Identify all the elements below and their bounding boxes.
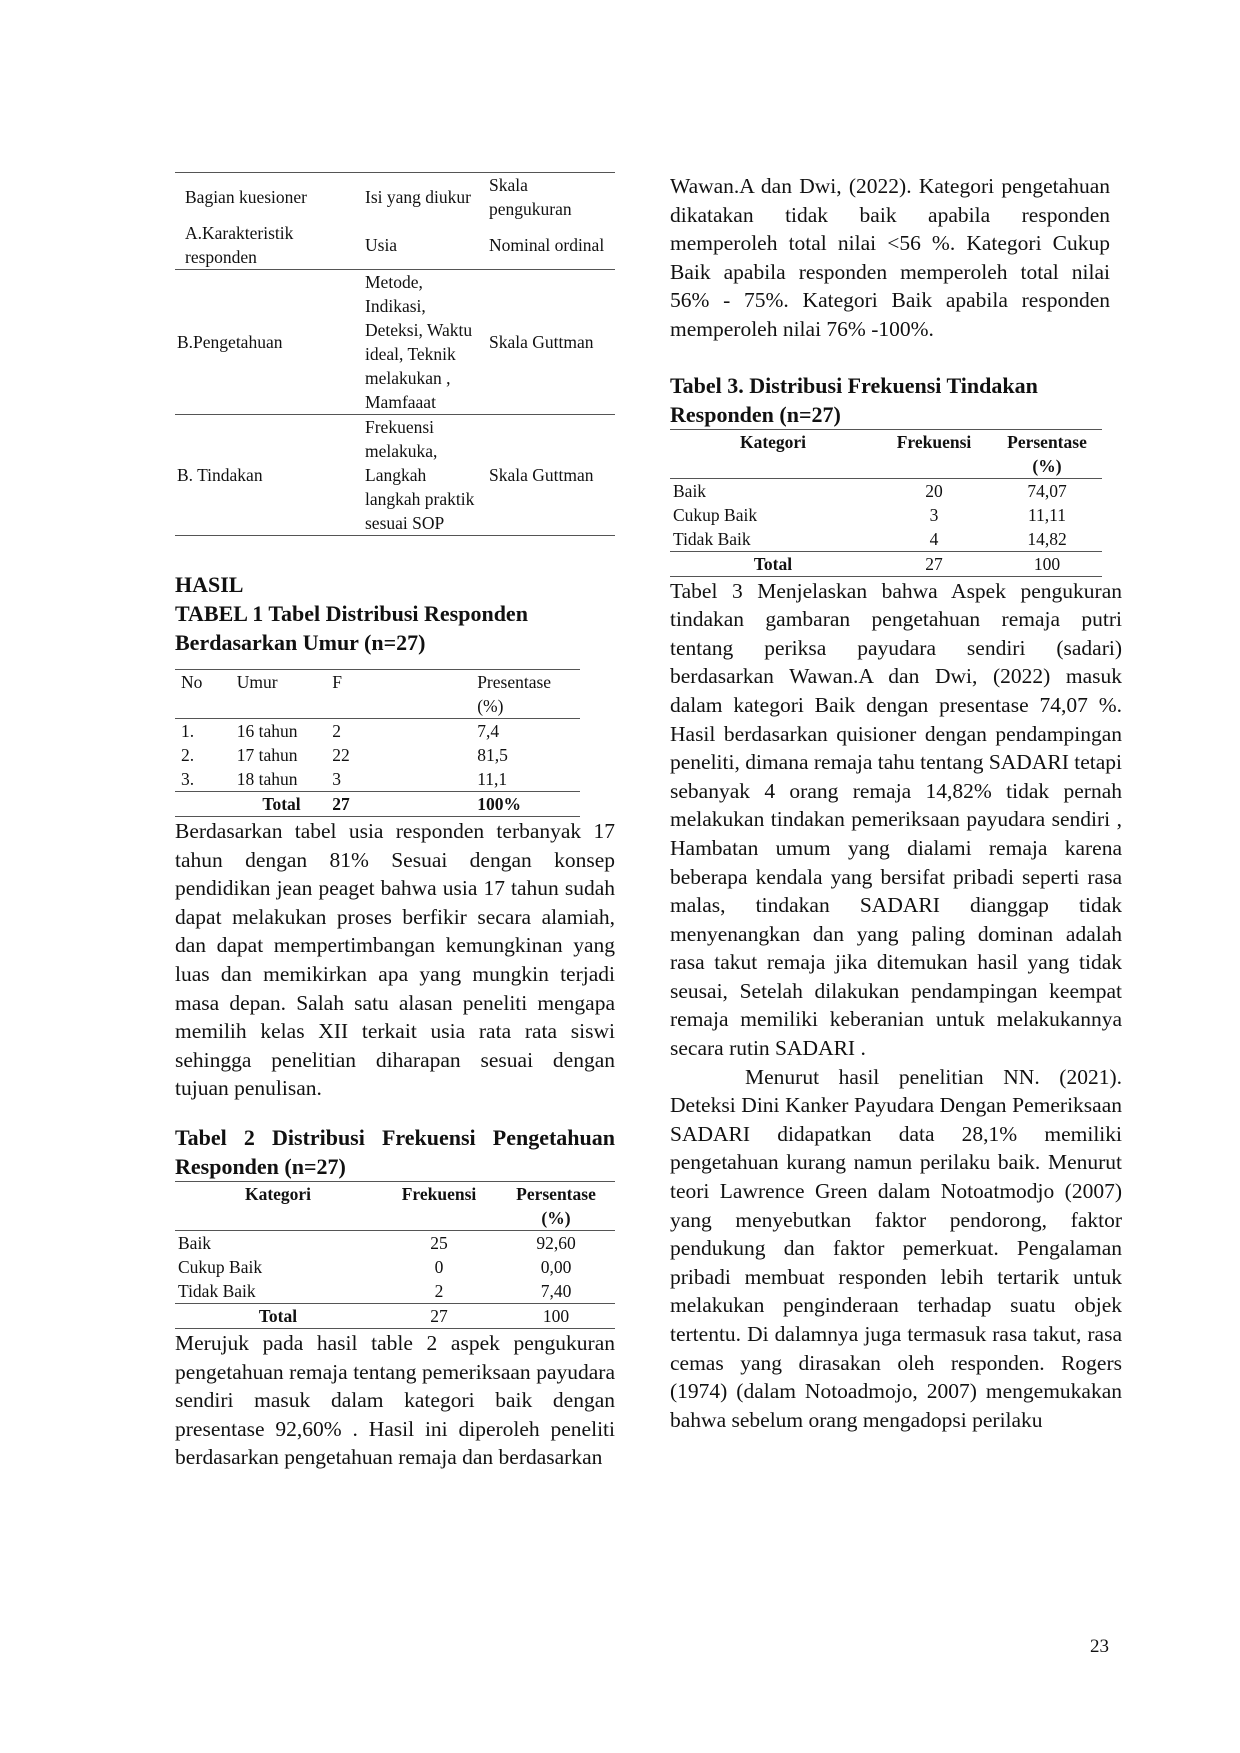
table2-cell: Cukup Baik bbox=[178, 1256, 263, 1277]
table1-header-row bbox=[175, 670, 580, 719]
table1-cell: 3. bbox=[181, 769, 195, 789]
table1-total-percent: 100% bbox=[474, 792, 580, 817]
questionnaire-header: Bagian kuesioner bbox=[175, 173, 363, 222]
questionnaire-content: Frekuensi melakuka, Langkah langkah praktik sesuai SOP bbox=[363, 415, 487, 536]
table3-total-row bbox=[670, 551, 1102, 576]
questionnaire-table bbox=[175, 172, 615, 536]
table2-title: Tabel 2 Distribusi Frekuensi Pengetahuan Responden (n=27) bbox=[175, 1124, 615, 1179]
table3-cell: 14,82 bbox=[1027, 528, 1067, 549]
table2-header: Kategori bbox=[175, 1181, 381, 1230]
table-row bbox=[175, 1255, 615, 1279]
table3-cell: 4 bbox=[929, 528, 939, 549]
table2-cell: 92,60 bbox=[536, 1232, 576, 1253]
questionnaire-part: B. Tindakan bbox=[175, 415, 363, 536]
questionnaire-row bbox=[175, 221, 615, 270]
table3-cell: 3 bbox=[929, 504, 939, 525]
table3-header: Kategori bbox=[670, 429, 876, 478]
questionnaire-scale: Nominal ordinal bbox=[489, 235, 605, 255]
questionnaire-content: Metode, Indikasi, Deteksi, Waktu ideal, Teknik melakukan , Mamfaaat bbox=[363, 270, 487, 415]
questionnaire-scale: Skala Guttman bbox=[487, 270, 615, 415]
table3-total-count: 27 bbox=[876, 551, 992, 576]
table1-cell: 1. bbox=[181, 721, 195, 741]
table-row bbox=[175, 743, 580, 767]
table3-title: Tabel 3. Distribusi Frekuensi Tindakan Responden (n=27) bbox=[670, 372, 1038, 427]
table2 bbox=[175, 1181, 615, 1329]
table2-total-percent: 100 bbox=[497, 1303, 615, 1328]
table3-total-percent: 100 bbox=[992, 551, 1102, 576]
table2-cell: 7,40 bbox=[540, 1280, 572, 1301]
table1-cell: 11,1 bbox=[477, 769, 508, 789]
table1-header: Umur bbox=[234, 670, 330, 719]
questionnaire-part: B.Pengetahuan bbox=[175, 270, 363, 415]
table1-cell: 7,4 bbox=[477, 721, 500, 741]
table3-cell: 20 bbox=[925, 480, 943, 501]
paragraph-tindakan: Tabel 3 Menjelaskan bahwa Aspek pengukuran tindakan gambaran pengetahuan remaja putri tentang periksa payudara sendiri (sadari) berdasarkan Wawan.A dan Dwi, (2022) masuk dalam kategori Baik dengan presentase 74,07 %. Hasil berdasarkan quisioner dengan pendampingan peneliti, dimana remaja tahu tentang SADARI tetapi sebanyak 4 orang remaja 14,82% tidak pernah melakukan tindakan pemeriksaan payudara sendiri , Hambatan umum yang dialami remaja karena beberapa kendala yang bersifat pribadi seperti rasa malas, tindakan SADARI dianggap tidak menyenangkan dan yang paling dominan adalah rasa takut remaja jika ditemukan hasil yang tidak seusai, Setelah dilakukan pendampingan keempat remaja memiliki keberanian untuk melakukannya secara rutin SADARI . bbox=[670, 578, 1122, 1061]
questionnaire-header: Isi yang diukur bbox=[363, 173, 487, 222]
table1-cell: 22 bbox=[332, 745, 350, 765]
table1-cell: 2. bbox=[181, 745, 195, 765]
table1-cell: 17 tahun bbox=[236, 745, 298, 765]
table1-cell: 18 tahun bbox=[236, 769, 298, 789]
paragraph-kategori: Wawan.A dan Dwi, (2022). Kategori pengetahuan dikatakan tidak baik apabila responden memperoleh total nilai <56 %. Kategori Cukup Baik apabila responden memperoleh total nilai 56% - 75%. Kategori Baik apabila responden memperoleh nilai 76% -100%. bbox=[670, 174, 1110, 341]
table2-cell: 0 bbox=[434, 1256, 444, 1277]
table2-cell: Baik bbox=[178, 1232, 212, 1253]
paragraph-nn: Menurut hasil penelitian NN. (2021). Deteksi Dini Kanker Payudara Dengan Pemeriksaan SADARI didapatkan data 28,1% memiliki pengetahuan kurang namun perilaku baik. Menurut teori Lawrence Green dalam Notoatmodjo (2007) yang menyebutkan faktor pendorong, faktor pendukung dan faktor pemerkuat. Pengalaman pribadi membuat responden lebih tertarik untuk melakukan penginderaan terhadap suatu objek tertentu. Di dalamnya juga termasuk rasa takut, rasa cemas yang dirasakan oleh responden. Rogers (1974) (dalam Notoadmojo, 2007) mengemukakan bahwa sebelum orang mengadopsi perilaku bbox=[670, 1064, 1122, 1432]
table1-total-count: 27 bbox=[329, 792, 474, 817]
section-heading-hasil: HASIL bbox=[175, 572, 244, 597]
table2-cell: 0,00 bbox=[540, 1256, 572, 1277]
table1 bbox=[175, 669, 580, 817]
table2-total-row bbox=[175, 1303, 615, 1328]
table-row bbox=[175, 1279, 615, 1304]
table2-header-row bbox=[175, 1181, 615, 1230]
table2-header: Frekuensi bbox=[381, 1181, 497, 1230]
table3-header: Persentase (%) bbox=[992, 429, 1102, 478]
table1-cell: 2 bbox=[332, 721, 342, 741]
table2-total-count: 27 bbox=[381, 1303, 497, 1328]
table3-cell: Tidak Baik bbox=[673, 528, 751, 549]
table2-header: Persentase (%) bbox=[497, 1181, 615, 1230]
table1-cell: 3 bbox=[332, 769, 342, 789]
table-row bbox=[670, 527, 1102, 552]
table3-total-label: Total bbox=[670, 551, 876, 576]
table-row bbox=[175, 1230, 615, 1255]
table-row bbox=[670, 478, 1102, 503]
table1-header: No bbox=[175, 670, 234, 719]
table1-header: F bbox=[329, 670, 474, 719]
table3-header: Frekuensi bbox=[876, 429, 992, 478]
page-number: 23 bbox=[1090, 1636, 1109, 1657]
questionnaire-row bbox=[175, 415, 615, 536]
table-row bbox=[670, 503, 1102, 527]
questionnaire-header-row bbox=[175, 173, 615, 222]
table1-header: Presentase (%) bbox=[474, 670, 580, 719]
table3-cell: 74,07 bbox=[1027, 480, 1067, 501]
table2-cell: 2 bbox=[434, 1280, 444, 1301]
table2-total-label: Total bbox=[175, 1303, 381, 1328]
table3-cell: 11,11 bbox=[1027, 504, 1067, 525]
table-row bbox=[175, 719, 580, 744]
table1-cell: 16 tahun bbox=[236, 721, 298, 741]
table3-cell: Cukup Baik bbox=[673, 504, 758, 525]
questionnaire-scale: Skala Guttman bbox=[487, 415, 615, 536]
table2-cell: Tidak Baik bbox=[178, 1280, 256, 1301]
table1-cell: 81,5 bbox=[477, 745, 508, 765]
table1-title: TABEL 1 Tabel Distribusi Responden Berdasarkan Umur (n=27) bbox=[175, 601, 528, 655]
table1-total-label: Total bbox=[234, 792, 330, 817]
table3-header-row bbox=[670, 429, 1102, 478]
questionnaire-part: A.Karakteristik responden bbox=[185, 223, 294, 267]
table3 bbox=[670, 429, 1102, 577]
paragraph-pengetahuan: Merujuk pada hasil table 2 aspek pengukuran pengetahuan remaja tentang pemeriksaan payudara sendiri masuk dalam kategori baik dengan presentase 92,60% . Hasil ini diperoleh peneliti berdasarkan pengetahuan remaja dan berdasarkan bbox=[175, 1330, 615, 1470]
left-column bbox=[175, 172, 615, 1472]
questionnaire-row bbox=[175, 270, 615, 415]
questionnaire-content: Usia bbox=[365, 235, 398, 255]
table-row bbox=[175, 767, 580, 792]
right-column bbox=[670, 172, 1122, 1434]
questionnaire-header: Skala pengukuran bbox=[487, 173, 615, 222]
paragraph-umur: Berdasarkan tabel usia responden terbanyak 17 tahun dengan 81% Sesuai dengan konsep pendidikan jean peaget bahwa usia 17 tahun sudah dapat melakukan proses berfikir secara alamiah, dan dapat mempertimbangan kemungkinan yang luas dan memikirkan apa yang mungkin terjadi masa depan. Salah satu alasan peneliti mengapa memilih kelas XII terkait usia rata rata siswi sehingga penelitian diharapan sesuai dengan tujuan penulisan. bbox=[175, 819, 615, 1101]
table2-cell: 25 bbox=[430, 1232, 448, 1253]
table1-total-row bbox=[175, 792, 580, 817]
table3-cell: Baik bbox=[673, 480, 707, 501]
